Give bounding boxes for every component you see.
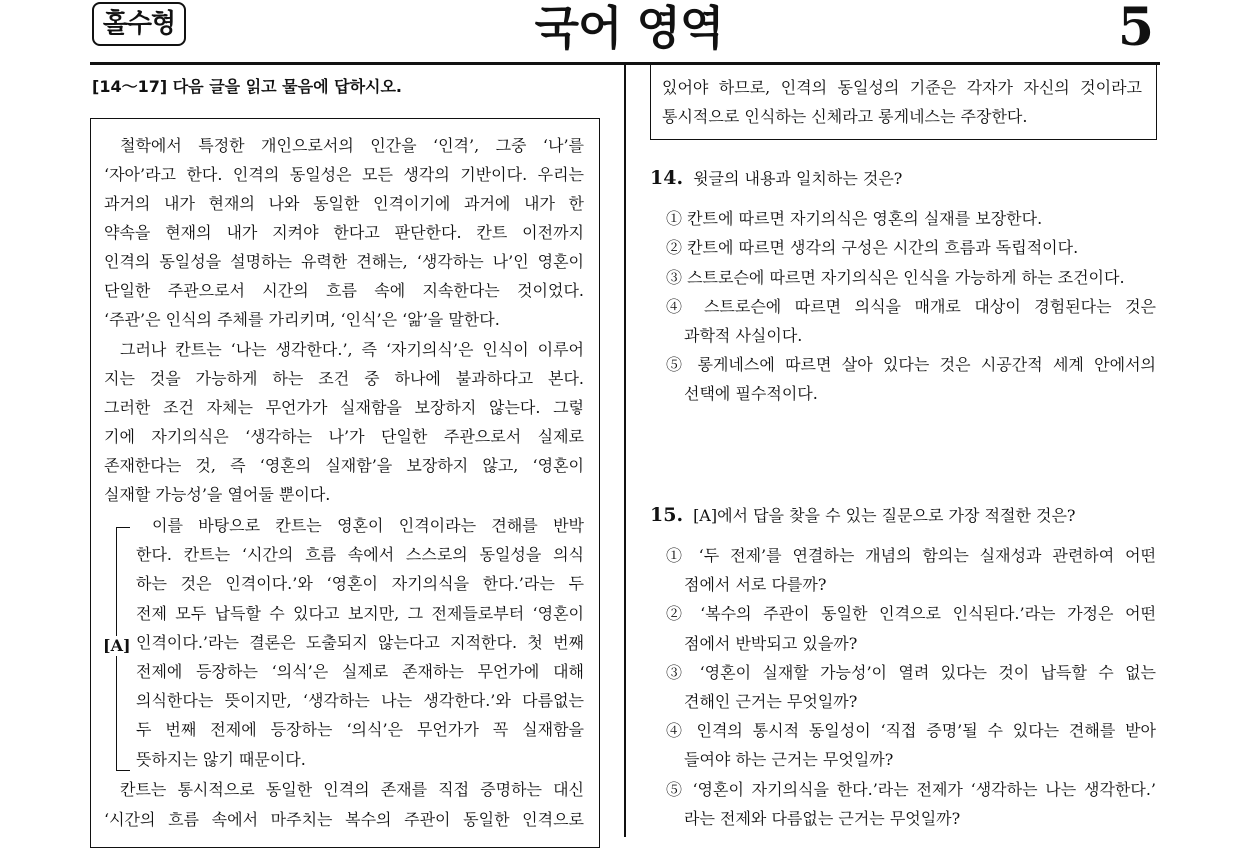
- passage-line: ‘시간의 흐름 속에서 마주치는 복수의 주관이 동일한 인격으로: [104, 810, 584, 829]
- passage-line: 존재한다는 것, 즉 ‘영혼의 실재함’을 보장하지 않고, ‘영혼이: [104, 456, 584, 475]
- bracket-line: 전제에 등장하는 ‘의식’은 실제로 존재하는 무언가에 대해: [136, 662, 584, 681]
- passage-line: 단일한 주관으로서 시간의 흐름 속에 지속한다는 것이었다.: [104, 281, 584, 300]
- q14-option-4-cont: 과학적 사실이다.: [684, 326, 803, 345]
- passage-line: 지는 것을 가능하게 하는 조건 중 하나에 불과하다고 본다.: [104, 369, 584, 388]
- question-instruction: [14～17] 다음 글을 읽고 물음에 답하시오.: [92, 77, 403, 96]
- passage-line: 인격의 동일성을 설명하는 유력한 견해는, ‘생각하는 나’인 영혼이: [104, 252, 584, 271]
- q15-option-1[interactable]: ① ‘두 전제’를 연결하는 개념의 함의는 실재성과 관련하여 어떤: [666, 546, 1156, 565]
- question-15-number: 15.: [650, 504, 684, 526]
- bracket-line: 인격이다.’라는 결론은 도출되지 않는다고 지적한다. 첫 번째: [136, 633, 584, 652]
- passage-line: 철학에서 특정한 개인으로서의 인간을 ‘인격’, 그중 ‘나’를: [120, 136, 584, 155]
- page-number: 5: [1117, 0, 1154, 58]
- passage-line: 그러나 칸트는 ‘나는 생각한다.’, 즉 ‘자기의식’은 인식이 이루어: [120, 340, 584, 359]
- column-divider: [624, 64, 626, 837]
- q15-option-3-cont: 견해인 근거는 무엇일까?: [684, 692, 858, 711]
- q15-option-5-cont: 라는 전제와 다름없는 근거는 무엇일까?: [684, 809, 961, 828]
- bracket-line: 전제 모두 납득할 수 있다고 보지만, 그 전제들로부터 ‘영혼이: [136, 604, 584, 623]
- bracket-a-label: [A]: [103, 636, 131, 655]
- passage-line: 기에 자기의식은 ‘생각하는 나’가 단일한 주관으로서 실제로: [104, 427, 584, 446]
- passage-line: ‘주관’은 인식의 주체를 가리키며, ‘인식’은 ‘앎’을 말한다.: [104, 310, 500, 329]
- bracket-line: 두 번째 전제에 등장하는 ‘의식’은 무언가가 꼭 실재함을: [136, 720, 584, 739]
- q15-option-3[interactable]: ③ ‘영혼이 실재할 가능성’이 열려 있다는 것이 납득할 수 없는: [666, 663, 1156, 682]
- passage-line: 그러한 조건 자체는 무언가가 실재함을 보장하지 않는다. 그렇: [104, 398, 584, 417]
- q14-option-1[interactable]: ① 칸트에 따르면 자기의식은 영혼의 실재를 보장한다.: [666, 209, 1043, 228]
- page-title: 국어 영역: [534, 1, 724, 55]
- q15-option-2[interactable]: ② ‘복수의 주관이 동일한 인격으로 인식된다.’라는 가정은 어떤: [666, 604, 1156, 623]
- bracket-line: 한다. 칸트는 ‘시간의 흐름 속에서 스스로의 동일성을 의식: [136, 545, 584, 564]
- bracket-line: 하는 것은 인격이다.’와 ‘영혼이 자기의식을 한다.’라는 두: [136, 574, 584, 593]
- question-14-number: 14.: [650, 167, 684, 189]
- passage-line: 통시적으로 인식하는 신체라고 롱게네스는 주장한다.: [662, 107, 1028, 126]
- q15-option-2-cont: 점에서 반박되고 있을까?: [684, 634, 858, 653]
- passage-line: 실재할 가능성’을 열어둘 뿐이다.: [104, 485, 331, 504]
- passage-line: ‘자아’라고 한다. 인격의 동일성은 모든 생각의 기반이다. 우리는: [104, 165, 584, 184]
- passage-line: 있어야 하므로, 인격의 동일성의 기준은 각자가 자신의 것이라고: [662, 78, 1142, 97]
- q14-option-4[interactable]: ④ 스트로슨에 따르면 의식을 매개로 대상이 경험된다는 것은: [666, 297, 1156, 316]
- bracket-line: 의식한다는 뜻이지만, ‘생각하는 나는 생각한다.’와 다름없는: [136, 691, 584, 710]
- q14-option-5-cont: 선택에 필수적이다.: [684, 384, 818, 403]
- question-14-stem: 14. 윗글의 내용과 일치하는 것은?: [650, 167, 903, 189]
- passage-line: 약속을 현재의 내가 지켜야 한다고 판단한다. 칸트 이전까지: [104, 223, 584, 242]
- q15-option-4[interactable]: ④ 인격의 통시적 동일성이 ‘직접 증명’될 수 있다는 견해를 받아: [666, 721, 1156, 740]
- q14-option-3[interactable]: ③ 스트로슨에 따르면 자기의식은 인식을 가능하게 하는 조건이다.: [666, 268, 1125, 287]
- passage-line: 과거의 내가 현재의 나와 동일한 인격이기에 과거에 내가 한: [104, 194, 584, 213]
- passage-continuation-box: [650, 64, 1157, 140]
- q15-option-4-cont: 들여야 하는 근거는 무엇일까?: [684, 750, 894, 769]
- q14-option-5[interactable]: ⑤ 롱게네스에 따르면 살아 있다는 것은 시공간적 세계 안에서의: [666, 355, 1156, 374]
- bracket-line: 이를 바탕으로 칸트는 영혼이 인격이라는 견해를 반박: [152, 516, 584, 535]
- question-15-stem: 15. [A]에서 답을 찾을 수 있는 질문으로 가장 적절한 것은?: [650, 504, 1076, 526]
- passage-line: 칸트는 통시적으로 동일한 인격의 존재를 직접 증명하는 대신: [120, 780, 584, 799]
- q14-option-2[interactable]: ② 칸트에 따르면 생각의 구성은 시간의 흐름과 독립적이다.: [666, 238, 1079, 257]
- q15-option-5[interactable]: ⑤ ‘영혼이 자기의식을 한다.’라는 전제가 ‘생각하는 나는 생각한다.’: [666, 780, 1156, 799]
- q15-option-1-cont: 점에서 서로 다를까?: [684, 575, 827, 594]
- exam-type-badge: 홀수형: [92, 2, 186, 46]
- bracket-line: 뜻하지는 않기 때문이다.: [136, 750, 306, 769]
